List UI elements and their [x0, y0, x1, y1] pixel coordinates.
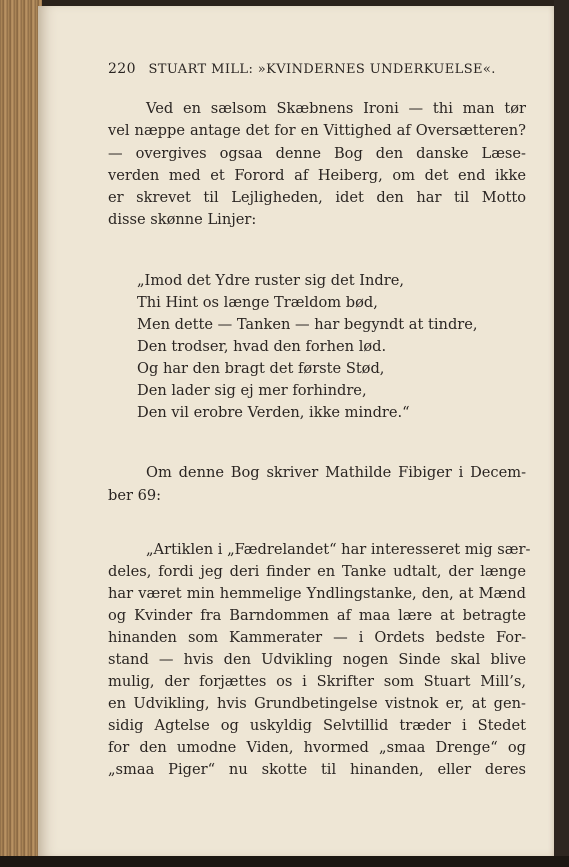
motto-verse-line: Den trodser, hvad den forhen lød. — [137, 338, 387, 355]
motto-verse-line: Og har den bragt det første Stød, — [137, 360, 385, 377]
paragraph-1-line: vel næppe antage det for en Vittighed af Oversætteren? — [108, 122, 526, 139]
paragraph-1-line: — overgives ogsaa denne Bog den danske Læse- — [108, 145, 526, 162]
motto-verse-line: „Imod det Ydre ruster sig det Indre, — [137, 272, 404, 289]
paragraph-1-line: er skrevet til Lejligheden, idet den har til Motto — [108, 189, 526, 206]
motto-verse-line: Den lader sig ej mer forhindre, — [137, 382, 367, 399]
quotation-line: og Kvinder fra Barndommen af maa lære at betragte — [108, 607, 526, 624]
quotation-line: „Artiklen i „Fædrelandet“ har interesseret mig sær- — [146, 541, 531, 558]
scan-border-right — [554, 0, 569, 867]
quotation-line: har været min hemmelige Yndlingstanke, den, at Mænd — [108, 585, 526, 602]
paragraph-2-line: Om denne Bog skriver Mathilde Fibiger i Decem- — [146, 464, 526, 481]
motto-verse-line: Men dette — Tanken — har begyndt at tindre, — [137, 316, 478, 333]
quotation-line: en Udvikling, hvis Grundbetingelse vistnok er, at gen- — [108, 695, 526, 712]
running-header — [108, 61, 528, 77]
book-page-edges — [0, 0, 42, 858]
paragraph-1-line: verden med et Forord af Heiberg, om det end ikke — [108, 167, 526, 184]
quotation-line: mulig, der forjættes os i Skrifter som Stuart Mill’s, — [108, 673, 526, 690]
motto-verse-line: Thi Hint os længe Trældom bød, — [137, 294, 378, 311]
paragraph-1-line: disse skønne Linjer: — [108, 211, 257, 228]
quotation-line: stand — hvis den Udvikling nogen Sinde skal blive — [108, 651, 526, 668]
paragraph-1-line: Ved en sælsom Skæbnens Ironi — thi man tør — [146, 100, 526, 117]
motto-verse-line: Den vil erobre Verden, ikke mindre.“ — [137, 404, 410, 421]
quotation-line: hinanden som Kammerater — i Ordets bedste For- — [108, 629, 526, 646]
running-title: STUART MILL: »KVINDERNES UNDERKUELSE«. — [148, 62, 496, 77]
quotation-line: „smaa Piger“ nu skotte til hinanden, eller deres — [108, 761, 526, 778]
paragraph-2-line: ber 69: — [108, 487, 162, 504]
quotation-line: sidig Agtelse og uskyldig Selvtillid træder i Stedet — [108, 717, 526, 734]
quotation-line: deles, fordi jeg deri finder en Tanke udtalt, der længe — [108, 563, 526, 580]
scan-border-bottom — [0, 856, 569, 867]
quotation-line: for den umodne Viden, hvormed „smaa Drenge“ og — [108, 739, 526, 756]
page-number: 220 — [108, 61, 136, 77]
